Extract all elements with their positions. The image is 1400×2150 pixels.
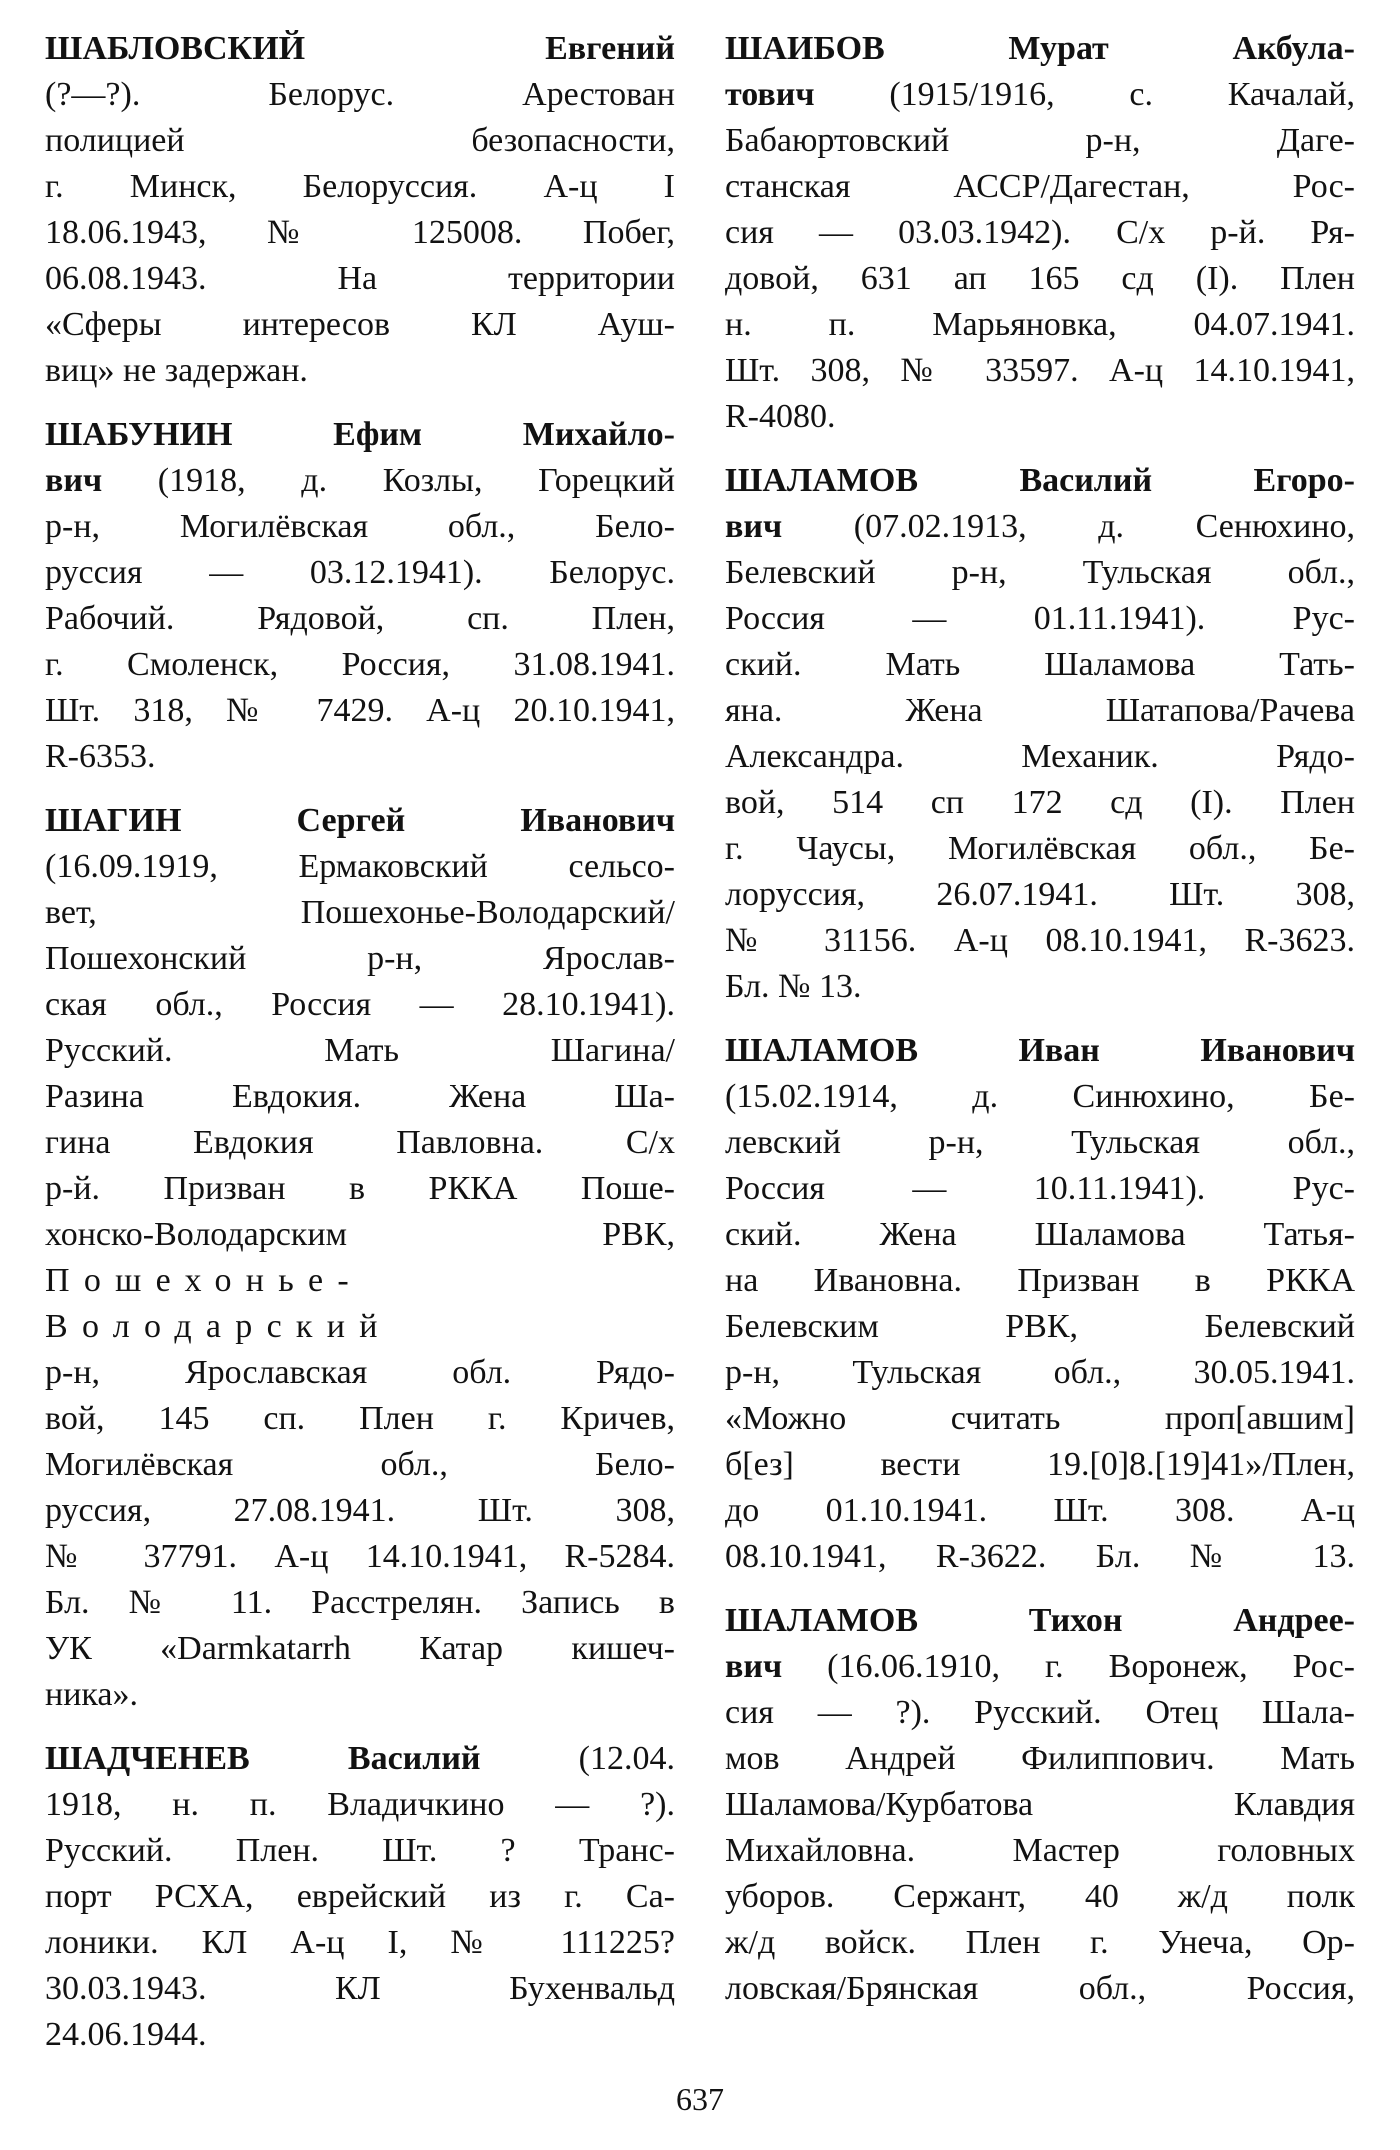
entry-text: р-н, Тульская обл., 30.05.1941. — [725, 1354, 1355, 1391]
entry-text: «Можно считать проп[авшим] — [725, 1400, 1355, 1437]
entry-line — [45, 1396, 675, 1442]
entry-text: ский. Жена Шаламова Татья- — [725, 1216, 1355, 1253]
entry-line — [725, 504, 1355, 550]
entry-line — [45, 348, 675, 394]
entry-line — [45, 458, 675, 504]
dictionary-entry — [725, 1028, 1355, 1580]
entry-line — [725, 596, 1355, 642]
entry-text: до 01.10.1941. Шт. 308. А-ц — [725, 1492, 1355, 1529]
entry-text: (16.06.1910, г. Воронеж, Рос- — [782, 1648, 1355, 1685]
entry-line — [45, 412, 675, 458]
entry-headword-text: ШАИБОВ Мурат Акбула- — [725, 30, 1355, 67]
entry-text: УК «Darmkatarrh Катар кишеч- — [45, 1630, 675, 1667]
entry-line — [45, 936, 675, 982]
entry-line — [45, 1920, 675, 1966]
entry-text: уборов. Сержант, 40 ж/д полк — [725, 1878, 1355, 1915]
entry-line — [725, 1028, 1355, 1074]
entry-line — [725, 26, 1355, 72]
entry-text: 06.08.1943. На территории — [45, 260, 675, 297]
entry-text: р-н, Ярославская обл. Рядо- — [45, 1354, 675, 1391]
entry-line — [45, 1166, 675, 1212]
dictionary-entry — [725, 458, 1355, 1010]
entry-line — [725, 210, 1355, 256]
entry-line — [45, 2012, 675, 2058]
entry-text: ская обл., Россия — 28.10.1941). — [45, 986, 675, 1023]
entry-text: на Ивановна. Призван в РККА — [725, 1262, 1355, 1299]
right-column — [725, 26, 1355, 2058]
entry-headword-text: вич — [725, 1648, 783, 1685]
entry-text: (1915/1916, с. Качалай, — [814, 76, 1355, 113]
entry-text: хонско-Володарским РВК, — [45, 1216, 675, 1253]
entry-line — [725, 550, 1355, 596]
entry-line — [725, 1644, 1355, 1690]
entry-line — [45, 1488, 675, 1534]
entry-text: вет, Пошехонье-Володарский/ — [45, 894, 675, 931]
entry-line — [725, 1782, 1355, 1828]
entry-line — [45, 1782, 675, 1828]
entry-line — [725, 118, 1355, 164]
entry-line — [45, 1074, 675, 1120]
dictionary-entry — [45, 412, 675, 780]
dictionary-entry — [45, 798, 675, 1718]
entry-text: Россия — 10.11.1941). Рус- — [725, 1170, 1355, 1207]
entry-text: левский р-н, Тульская обл., — [725, 1124, 1355, 1161]
entry-headword-text: вич — [725, 508, 783, 545]
entry-text: № 31156. А-ц 08.10.1941, R-3623. — [725, 922, 1355, 959]
entry-text: № 37791. А-ц 14.10.1941, R-5284. — [45, 1538, 675, 1575]
entry-text: довой, 631 ап 165 сд (I). Плен — [725, 260, 1355, 297]
entry-headword-text: вич — [45, 462, 103, 499]
entry-line — [725, 872, 1355, 918]
entry-text: вой, 145 сп. Плен г. Кричев, — [45, 1400, 675, 1437]
entry-text: Бабаюртовский р-н, Даге- — [725, 122, 1355, 159]
entry-text: ский. Мать Шаламова Тать- — [725, 646, 1355, 683]
entry-text: (16.09.1919, Ермаковский сельсо- — [45, 848, 675, 885]
entry-line — [725, 1828, 1355, 1874]
entry-line — [45, 1534, 675, 1580]
entry-text: гина Евдокия Павловна. С/х — [45, 1124, 675, 1161]
entry-line — [725, 826, 1355, 872]
entry-text: R-6353. — [45, 738, 156, 775]
entry-text: сия — 03.03.1942). С/х р-й. Ря- — [725, 214, 1355, 251]
entry-text: 1918, н. п. Владичкино — ?). — [45, 1786, 675, 1823]
entry-text: Русский. Мать Шагина/ — [45, 1032, 675, 1069]
entry-line — [45, 844, 675, 890]
entry-line — [45, 256, 675, 302]
entry-text: Могилёвская обл., Бело- — [45, 1446, 675, 1483]
entry-text: ж/д войск. Плен г. Унеча, Ор- — [725, 1924, 1355, 1961]
entry-text: сия — ?). Русский. Отец Шала- — [725, 1694, 1355, 1731]
entry-line — [45, 1828, 675, 1874]
entry-text: Разина Евдокия. Жена Ша- — [45, 1078, 675, 1115]
entry-headword-text: ШАБЛОВСКИЙ Евгений — [45, 30, 675, 67]
entry-text: вой, 514 сп 172 сд (I). Плен — [725, 784, 1355, 821]
entry-text: Россия — 01.11.1941). Рус- — [725, 600, 1355, 637]
entry-line — [45, 1580, 675, 1626]
entry-line — [725, 1166, 1355, 1212]
entry-text: Белевский р-н, Тульская обл., — [725, 554, 1355, 591]
entry-text: станская АССР/Дагестан, Рос- — [725, 168, 1355, 205]
entry-line — [725, 734, 1355, 780]
entry-line — [45, 72, 675, 118]
entry-text: р-й. Призван в РККА Поше- — [45, 1170, 675, 1207]
entry-line — [45, 26, 675, 72]
entry-text: (07.02.1913, д. Сенюхино, — [782, 508, 1355, 545]
entry-line — [45, 1350, 675, 1396]
entry-text: 18.06.1943, № 125008. Побег, — [45, 214, 675, 251]
entry-line — [725, 1488, 1355, 1534]
entry-headword-text: ШАЛАМОВ Василий Егоро- — [725, 462, 1355, 499]
entry-text: порт РСХА, еврейский из г. Са- — [45, 1878, 675, 1915]
entry-line — [725, 394, 1355, 440]
entry-text: ловская/Брянская обл., Россия, — [725, 1970, 1355, 2007]
entry-line — [45, 1212, 675, 1258]
entry-text: мов Андрей Филиппович. Мать — [725, 1740, 1355, 1777]
entry-line — [725, 1074, 1355, 1120]
entry-headword-text: ШАГИН Сергей Иванович — [45, 802, 675, 839]
entry-line — [725, 642, 1355, 688]
entry-line — [725, 1442, 1355, 1488]
entry-text: 24.06.1944. — [45, 2016, 207, 2053]
entry-line — [45, 504, 675, 550]
entry-line — [725, 348, 1355, 394]
entry-line — [725, 964, 1355, 1010]
entry-text: лоники. КЛ А-ц I, № 111225? — [45, 1924, 675, 1961]
entry-line — [725, 458, 1355, 504]
dictionary-entry — [45, 1736, 675, 2058]
entry-text: виц» не задержан. — [45, 352, 308, 389]
entry-line — [45, 982, 675, 1028]
entry-line — [45, 1874, 675, 1920]
entry-text: Рабочий. Рядовой, сп. Плен, — [45, 600, 675, 637]
entry-text: р-н, Могилёвская обл., Бело- — [45, 508, 675, 545]
entry-line — [45, 1442, 675, 1488]
entry-line — [45, 642, 675, 688]
entry-line — [45, 550, 675, 596]
entry-line — [725, 1304, 1355, 1350]
entry-text: Пошехонский р-н, Ярослав- — [45, 940, 675, 977]
entry-line — [45, 1028, 675, 1074]
page-number: 637 — [676, 2081, 724, 2117]
entry-line — [45, 118, 675, 164]
entry-text: Бл. № 11. Расстрелян. Запись в — [45, 1584, 675, 1621]
left-column — [45, 26, 675, 2058]
entry-line — [725, 1212, 1355, 1258]
entry-text: яна. Жена Шатапова/Рачева — [725, 692, 1355, 729]
entry-line — [725, 164, 1355, 210]
entry-text: б[ез] вести 19.[0]8.[19]41»/Плен, — [725, 1446, 1355, 1483]
entry-headword-text: ШАЛАМОВ Тихон Андрее- — [725, 1602, 1355, 1639]
entry-line — [725, 1736, 1355, 1782]
entry-text: Русский. Плен. Шт. ? Транс- — [45, 1832, 675, 1869]
entry-line — [725, 1534, 1355, 1580]
entry-text: (1918, д. Козлы, Горецкий — [102, 462, 675, 499]
entry-line — [725, 1350, 1355, 1396]
entry-line — [45, 1736, 675, 1782]
entry-text: Александра. Механик. Рядо- — [725, 738, 1355, 775]
entry-text: Шаламова/Курбатова Клавдия — [725, 1786, 1355, 1823]
entry-line — [45, 798, 675, 844]
entry-text: г. Смоленск, Россия, 31.08.1941. — [45, 646, 675, 683]
entry-text: г. Чаусы, Могилёвская обл., Бе- — [725, 830, 1355, 867]
entry-line — [45, 1120, 675, 1166]
entry-line — [45, 1966, 675, 2012]
entry-line — [45, 596, 675, 642]
entry-text: Шт. 318, № 7429. А-ц 20.10.1941, — [45, 692, 675, 729]
entry-headword-text: ШАДЧЕНЕВ Василий — [45, 1740, 481, 1777]
entry-text: г. Минск, Белоруссия. А-ц I — [45, 168, 675, 205]
entry-text: Белевским РВК, Белевский — [725, 1308, 1355, 1345]
entry-line — [45, 734, 675, 780]
entry-line — [45, 1672, 675, 1718]
entry-line — [725, 302, 1355, 348]
entry-text: 30.03.1943. КЛ Бухенвальд — [45, 1970, 675, 2007]
entry-line — [725, 1874, 1355, 1920]
entry-line — [45, 1626, 675, 1672]
entry-line — [725, 1966, 1355, 2012]
dictionary-entry — [725, 26, 1355, 440]
entry-text: (15.02.1914, д. Синюхино, Бе- — [725, 1078, 1355, 1115]
entry-text: полицией безопасности, — [45, 122, 675, 159]
entry-line — [725, 780, 1355, 826]
entry-line — [725, 1396, 1355, 1442]
entry-text: лоруссия, 26.07.1941. Шт. 308, — [725, 876, 1355, 913]
entry-text: (12.04. — [480, 1740, 675, 1777]
entry-headword-text: ШАЛАМОВ Иван Иванович — [725, 1032, 1355, 1069]
entry-text: Михайловна. Мастер головных — [725, 1832, 1355, 1869]
entry-line — [45, 164, 675, 210]
entry-line — [45, 1258, 675, 1350]
entry-line — [45, 210, 675, 256]
entry-text: руссия, 27.08.1941. Шт. 308, — [45, 1492, 675, 1529]
entry-line — [725, 256, 1355, 302]
entry-text: руссия — 03.12.1941). Белорус. — [45, 554, 675, 591]
entry-line — [45, 302, 675, 348]
entry-text: (?—?). Белорус. Арестован — [45, 76, 675, 113]
entry-text: Пошехонье-Володарский — [45, 1262, 392, 1345]
entry-line — [725, 688, 1355, 734]
entry-line — [725, 1258, 1355, 1304]
dictionary-entry — [45, 26, 675, 394]
entry-text: ника». — [45, 1676, 138, 1713]
entry-line — [725, 1690, 1355, 1736]
entry-headword-text: тович — [725, 76, 815, 113]
entry-text: Шт. 308, № 33597. А-ц 14.10.1941, — [725, 352, 1355, 389]
dictionary-entry — [725, 1598, 1355, 2012]
entry-line — [725, 918, 1355, 964]
entry-text: R-4080. — [725, 398, 836, 435]
entry-headword-text: ШАБУНИН Ефим Михайло- — [45, 416, 675, 453]
entry-line — [45, 688, 675, 734]
entry-text: н. п. Марьяновка, 04.07.1941. — [725, 306, 1355, 343]
entry-text: «Сферы интересов КЛ Ауш- — [45, 306, 675, 343]
entry-line — [725, 1120, 1355, 1166]
entry-line — [725, 1920, 1355, 1966]
entry-line — [45, 890, 675, 936]
entry-line — [725, 72, 1355, 118]
entry-text: 08.10.1941, R-3622. Бл. № 13. — [725, 1538, 1355, 1575]
entry-text: Бл. № 13. — [725, 968, 862, 1005]
entry-line — [725, 1598, 1355, 1644]
